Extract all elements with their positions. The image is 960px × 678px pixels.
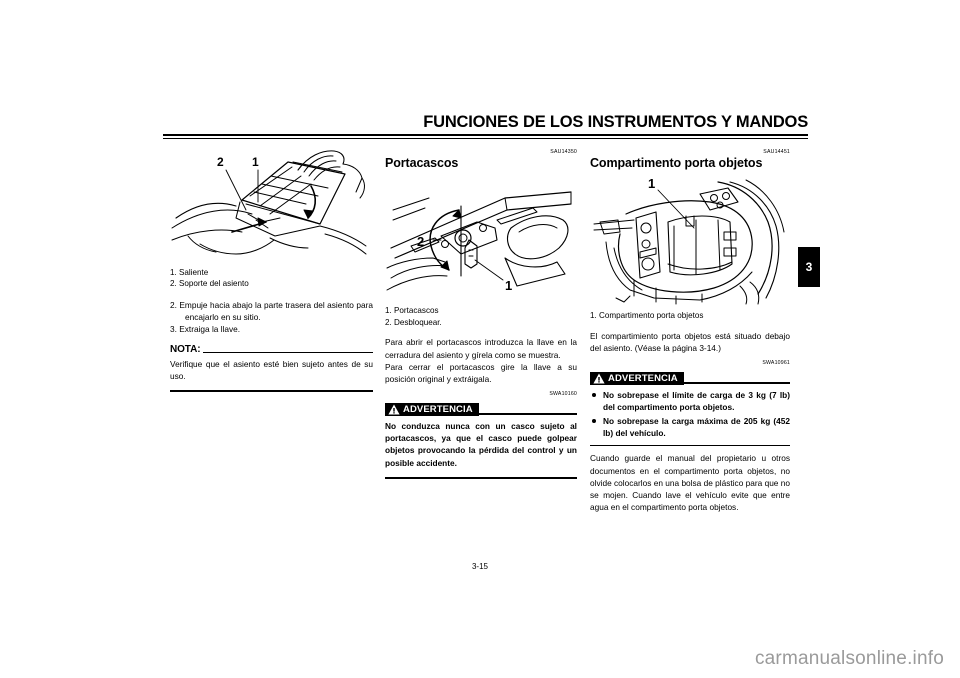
section-title-storage-compartment: Compartimento porta objetos bbox=[590, 156, 763, 170]
caption-item: 1. Portacascos bbox=[385, 306, 439, 316]
figure-caption-list bbox=[170, 267, 373, 290]
warning-bullet bbox=[590, 389, 790, 413]
warning-code: SWA10160 bbox=[549, 391, 577, 398]
figure-callout-1: 1 bbox=[648, 176, 656, 192]
warning-banner bbox=[385, 403, 479, 416]
warning-heading bbox=[385, 403, 577, 416]
figure-callout-2: 2 bbox=[417, 234, 425, 250]
section-title-helmet-holder: Portacascos bbox=[385, 156, 459, 170]
warning-body: No conduzca nunca con un casco sujeto al portacascos, ya que el casco puede golpear objetos provocando la pérdida del control y un posible accidente. bbox=[385, 421, 577, 468]
caption-item: 1. Compartimento porta objetos bbox=[590, 311, 704, 321]
figure-callout-2: 2 bbox=[217, 155, 224, 169]
note-rule bbox=[203, 352, 373, 354]
warning-bullet-list bbox=[590, 389, 790, 439]
chapter-tab-label: 3 bbox=[805, 260, 813, 274]
warning-banner bbox=[590, 372, 684, 385]
caption-item: 2. Soporte del asiento bbox=[170, 279, 249, 289]
note-body: Verifique que el asiento esté bien sujeto antes de su uso. bbox=[170, 358, 373, 381]
warning-heading bbox=[590, 372, 790, 385]
paragraph: Cuando guarde el manual del propietario u otros documentos en el compartimento porta objetos, no olvide colocarlos en una bolsa de plástico para que no se mojen. Cuando lave el vehículo evite que entre agua en el compartimento porta objetos. bbox=[590, 453, 790, 513]
warning-label: ADVERTENCIA bbox=[608, 372, 678, 384]
warning-bullet-text: No sobrepase la carga máxima de 205 kg (452 lb) del vehículo. bbox=[603, 415, 790, 438]
warning-code: SWA10961 bbox=[762, 360, 790, 367]
warning-label: ADVERTENCIA bbox=[403, 403, 473, 415]
figure-caption-list bbox=[385, 305, 577, 328]
chapter-tab bbox=[798, 247, 820, 287]
page-header bbox=[163, 113, 808, 139]
figure-caption-list bbox=[590, 310, 790, 321]
figure-callout-1: 1 bbox=[505, 278, 513, 294]
column-right bbox=[590, 148, 790, 513]
figure-callout-1: 1 bbox=[252, 155, 259, 169]
page-number: 3-15 bbox=[471, 562, 488, 571]
bullet-dot bbox=[592, 393, 596, 397]
column-middle bbox=[385, 148, 577, 479]
bullet-dot bbox=[592, 419, 596, 423]
procedure-step: 2. Empuje hacia abajo la parte trasera del asiento para encajarlo en su sitio. bbox=[170, 299, 373, 323]
page-title: FUNCIONES DE LOS INSTRUMENTOS Y MANDOS bbox=[423, 113, 808, 131]
header-rule-thin bbox=[163, 138, 808, 139]
warning-triangle-icon bbox=[388, 404, 400, 415]
note-heading bbox=[170, 345, 373, 355]
column-left bbox=[170, 148, 373, 392]
figure-seat-install bbox=[170, 148, 373, 263]
figure-helmet-holder bbox=[385, 176, 577, 301]
caption-item: 1. Saliente bbox=[170, 268, 209, 277]
warning-bullet bbox=[590, 415, 790, 439]
note-bottom-rule bbox=[170, 390, 373, 392]
note-label: NOTA: bbox=[170, 343, 201, 355]
section-code: SAU14451 bbox=[763, 149, 790, 155]
warning-bullet-text: No sobrepase el límite de carga de 3 kg (7 lb) del compartimento porta objetos. bbox=[603, 390, 790, 413]
paragraph: Para abrir el portacascos introduzca la llave en la cerradura del asiento y gírela como se muestra. bbox=[385, 337, 577, 360]
paragraph: El compartimiento porta objetos está situado debajo del asiento. (Véase la página 3-14.) bbox=[590, 330, 790, 354]
warning-rule bbox=[479, 413, 577, 415]
caption-item: 2. Desbloquear. bbox=[385, 317, 442, 327]
warning-rule bbox=[684, 382, 790, 384]
header-rule-thick bbox=[163, 134, 808, 136]
procedure-step: 3. Extraiga la llave. bbox=[170, 324, 241, 335]
figure-storage-compartment bbox=[590, 176, 790, 306]
paragraph: Para cerrar el portacascos gire la llave a su posición original y extráigala. bbox=[385, 361, 577, 384]
warning-triangle-icon bbox=[593, 373, 605, 384]
watermark: carmanualsonline.info bbox=[754, 648, 944, 669]
warning-bottom-rule bbox=[590, 445, 790, 447]
warning-bottom-rule bbox=[385, 477, 577, 479]
procedure-list bbox=[170, 299, 373, 336]
section-code: SAU14350 bbox=[550, 149, 577, 155]
